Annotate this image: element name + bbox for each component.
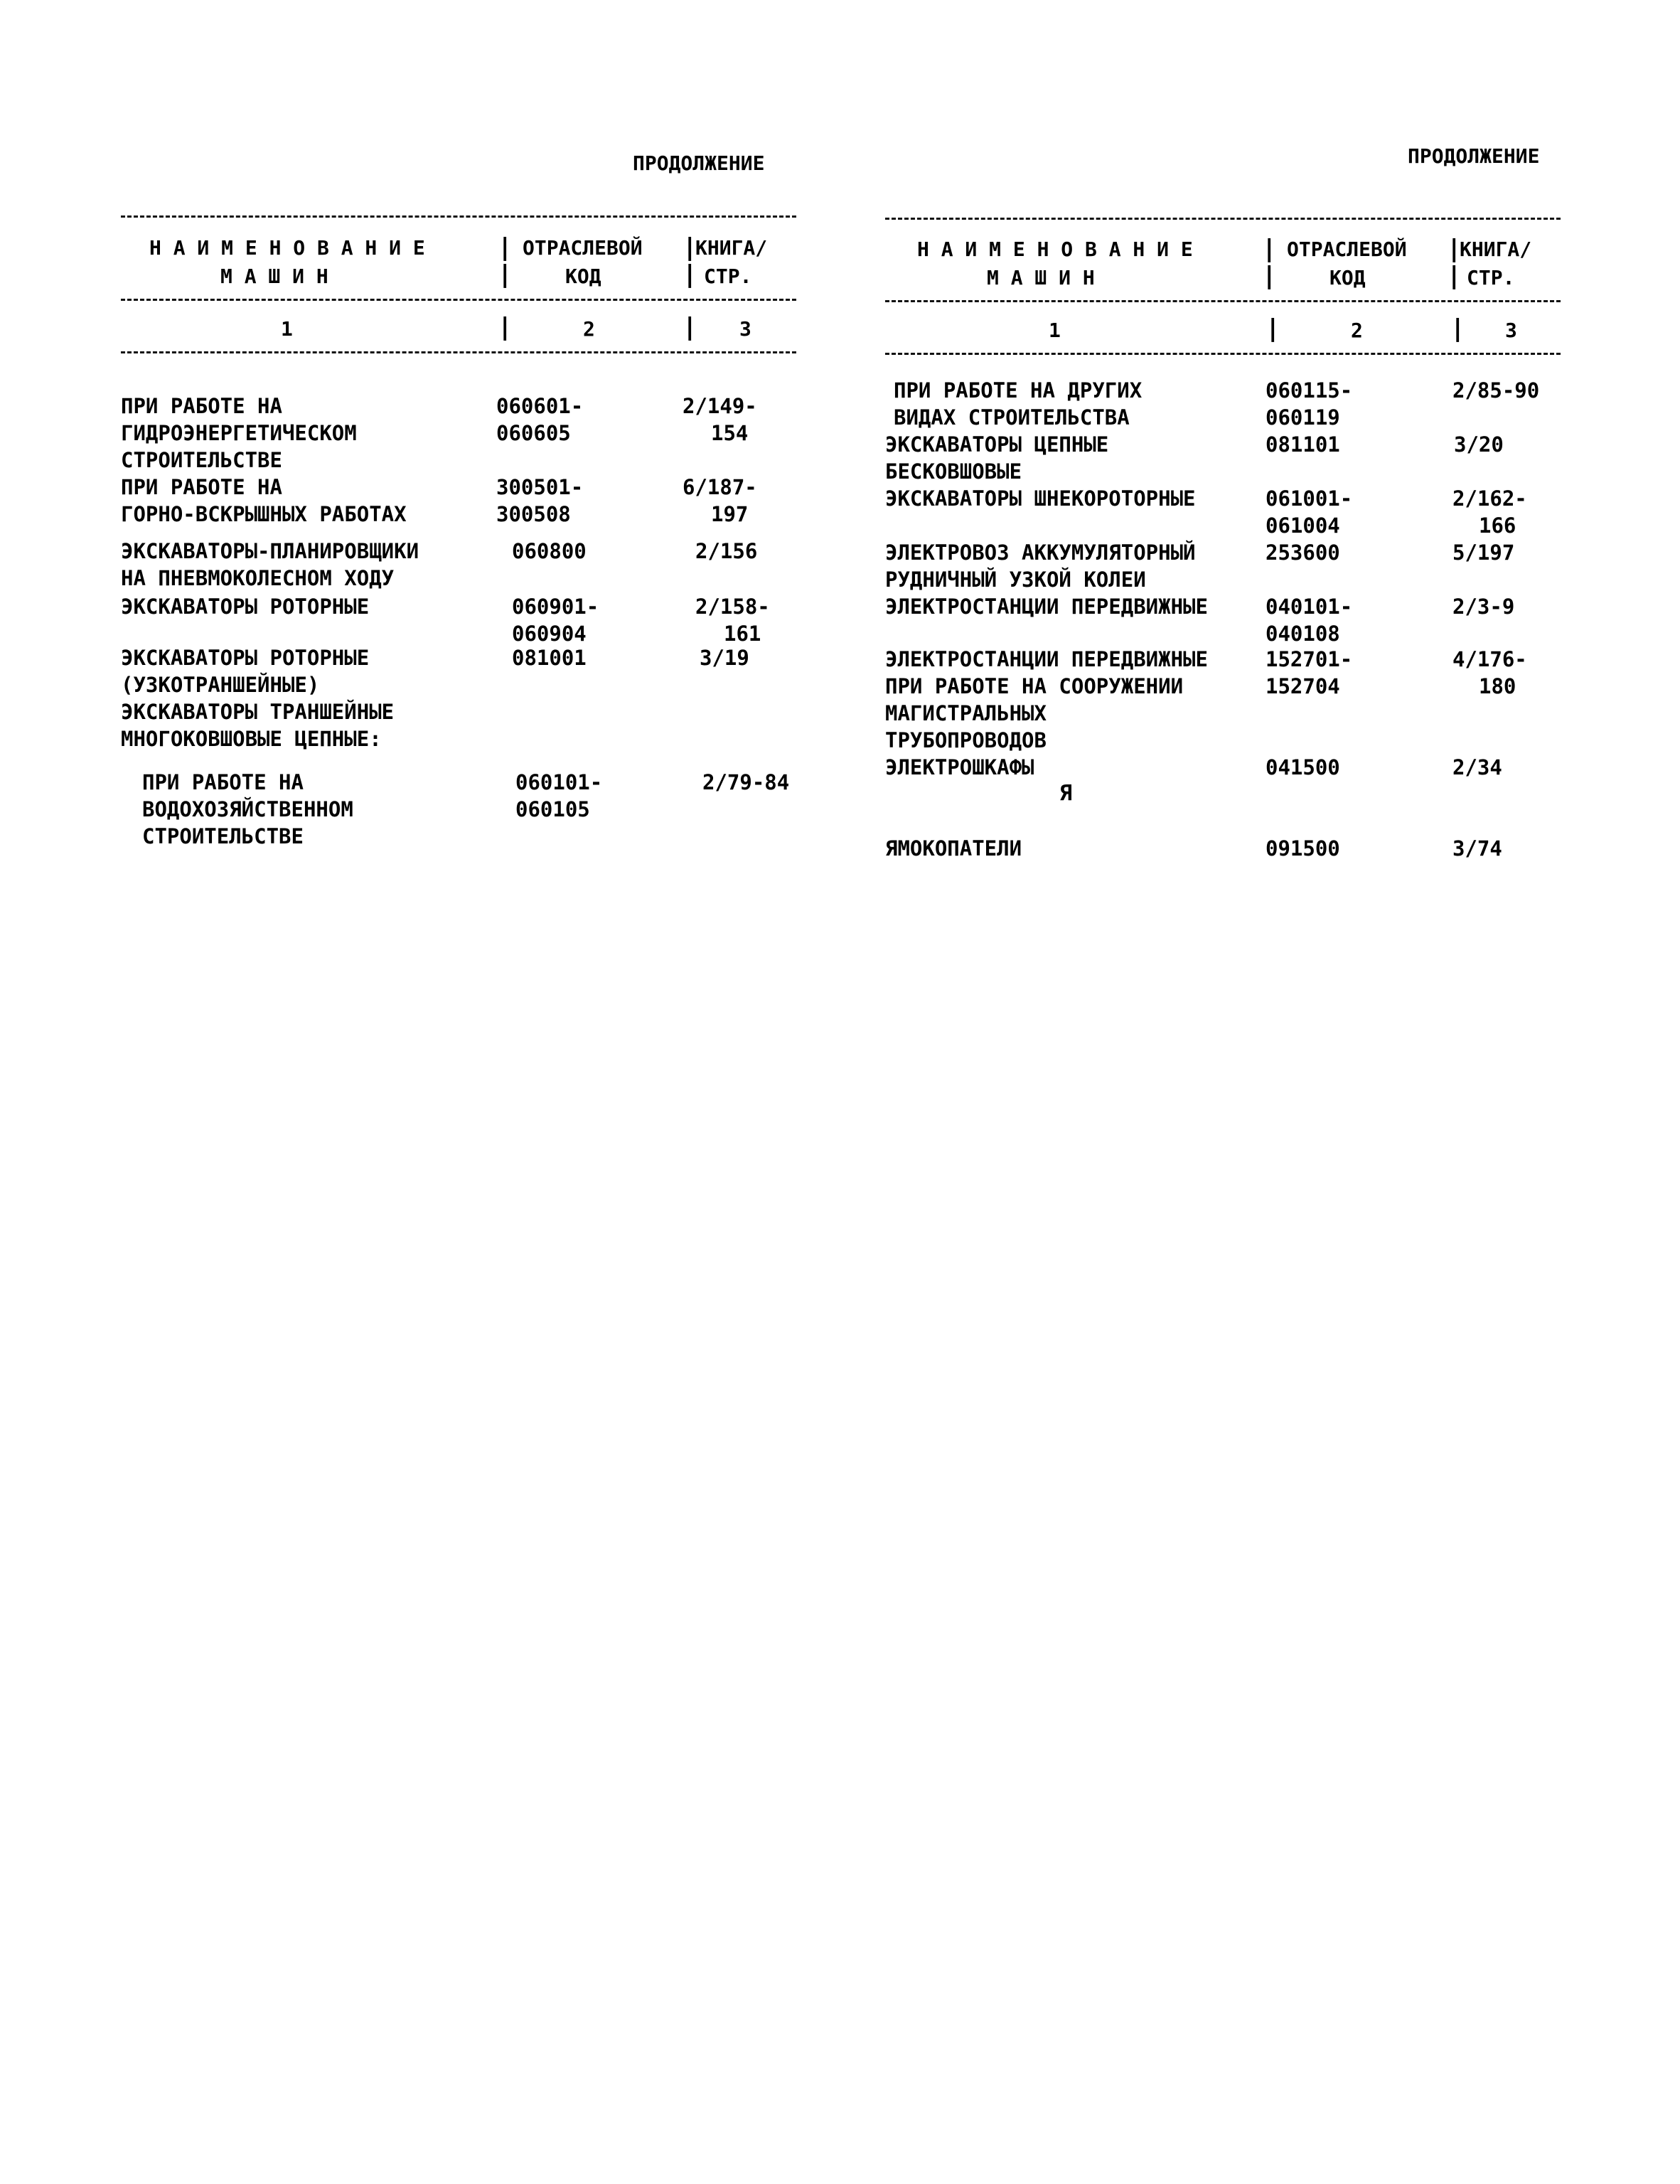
machine-name: БЕСКОВШОВЫЕ: [885, 459, 1022, 484]
column-number-1: 1: [281, 317, 293, 341]
header-book-line1: КНИГА/: [695, 236, 768, 260]
industry-code: 060605: [496, 421, 571, 445]
column-separator: |: [1262, 262, 1277, 290]
industry-code: 060119: [1266, 405, 1340, 430]
machine-name: ВОДОХОЗЯЙСТВЕННОМ: [142, 797, 353, 821]
machine-name: ГИДРОЭНЕРГЕТИЧЕСКОМ: [121, 421, 357, 445]
header-code-line1: ОТРАСЛЕВОЙ: [523, 236, 643, 260]
column-number-2: 2: [583, 317, 595, 341]
column-separator: |: [1450, 314, 1465, 343]
industry-code: 061004: [1266, 513, 1340, 538]
machine-name: ЭЛЕКТРОСТАНЦИИ ПЕРЕДВИЖНЫЕ: [885, 595, 1208, 619]
industry-code: 060601-: [496, 394, 584, 418]
industry-code: 152701-: [1266, 647, 1353, 671]
column-number-1: 1: [1049, 319, 1061, 342]
column-separator: |: [683, 233, 697, 262]
industry-code: 061001-: [1266, 486, 1353, 511]
header-book-line2: СТР.: [704, 265, 752, 288]
machine-name: ЭКСКАВАТОРЫ ШНЕКОРОТОРНЫЕ: [885, 486, 1196, 511]
machine-name: ТРУБОПРОВОДОВ: [885, 728, 1047, 752]
section-letter: Я: [1059, 781, 1073, 806]
book-page: 197: [711, 502, 749, 526]
continued-label: ПРОДОЛЖЕНИЕ: [1408, 144, 1540, 168]
header-book-line2: СТР.: [1467, 266, 1515, 289]
machine-name: ПРИ РАБОТЕ НА: [121, 475, 282, 499]
machine-name: ПРИ РАБОТЕ НА: [142, 770, 304, 794]
machine-name: ЯМОКОПАТЕЛИ: [885, 836, 1022, 861]
column-separator: |: [1447, 262, 1462, 290]
book-page: 6/187-: [683, 475, 757, 499]
book-page: 2/149-: [683, 394, 757, 418]
industry-code: 152704: [1266, 674, 1340, 698]
industry-code: 253600: [1266, 540, 1340, 565]
header-name-line1: Н А И М Е Н О В А Н И Е: [917, 238, 1193, 261]
machine-name: ЭЛЕКТРОШКАФЫ: [885, 755, 1034, 779]
divider: [885, 300, 1561, 302]
header-name-line2: М А Ш И Н: [220, 265, 328, 288]
machine-name: ЭКСКАВАТОРЫ РОТОРНЫЕ: [121, 646, 370, 670]
machine-name: ПРИ РАБОТЕ НА ДРУГИХ: [894, 378, 1143, 403]
machine-name: ПРИ РАБОТЕ НА СООРУЖЕНИИ: [885, 674, 1184, 698]
divider: [121, 351, 796, 353]
machine-name: СТРОИТЕЛЬСТВЕ: [121, 448, 282, 472]
machine-name: ЭЛЕКТРОВОЗ АККУМУЛЯТОРНЫЙ: [885, 540, 1196, 565]
machine-name: ЭЛЕКТРОСТАНЦИИ ПЕРЕДВИЖНЫЕ: [885, 647, 1208, 671]
book-page: 2/158-: [695, 595, 770, 619]
industry-code: 060101-: [515, 770, 603, 794]
column-separator: |: [1447, 235, 1462, 263]
column-separator: |: [683, 260, 697, 289]
book-page: 2/85-90: [1452, 378, 1540, 403]
column-separator: |: [498, 313, 513, 341]
machine-name: ПРИ РАБОТЕ НА: [121, 394, 282, 418]
header-code-line2: КОД: [565, 265, 601, 288]
industry-code: 040108: [1266, 622, 1340, 646]
industry-code: 300508: [496, 502, 571, 526]
machine-name: ЭКСКАВАТОРЫ ЦЕПНЫЕ: [885, 432, 1109, 457]
book-page: 166: [1479, 513, 1516, 538]
industry-code: 040101-: [1266, 595, 1353, 619]
industry-code: 060800: [512, 539, 587, 563]
header-name-line2: М А Ш И Н: [987, 266, 1095, 289]
book-page: 3/74: [1452, 836, 1502, 861]
industry-code: 041500: [1266, 755, 1340, 779]
book-page: 2/34: [1452, 755, 1502, 779]
book-page: 3/19: [700, 646, 749, 670]
machine-name: ВИДАХ СТРОИТЕЛЬСТВА: [894, 405, 1130, 430]
column-number-2: 2: [1351, 319, 1363, 342]
book-page: 2/3-9: [1452, 595, 1515, 619]
column-separator: |: [498, 260, 513, 289]
header-name-line1: Н А И М Е Н О В А Н И Е: [149, 236, 425, 260]
book-page: 180: [1479, 674, 1516, 698]
industry-code: 060105: [515, 797, 590, 821]
machine-name: (УЗКОТРАНШЕЙНЫЕ): [121, 673, 320, 697]
column-number-3: 3: [1505, 319, 1517, 342]
book-page: 2/162-: [1452, 486, 1527, 511]
book-page: 161: [724, 622, 761, 646]
machine-name: СТРОИТЕЛЬСТВЕ: [142, 824, 304, 848]
industry-code: 060901-: [512, 595, 599, 619]
industry-code: 081001: [512, 646, 587, 670]
machine-name: ЭКСКАВАТОРЫ РОТОРНЫЕ: [121, 595, 370, 619]
industry-code: 300501-: [496, 475, 584, 499]
machine-name: МНОГОКОВШОВЫЕ ЦЕПНЫЕ:: [121, 727, 382, 751]
column-separator: |: [498, 233, 513, 262]
divider: [121, 215, 796, 218]
machine-name: РУДНИЧНЫЙ УЗКОЙ КОЛЕИ: [885, 568, 1146, 592]
industry-code: 081101: [1266, 432, 1340, 457]
book-page: 4/176-: [1452, 647, 1527, 671]
column-number-3: 3: [739, 317, 751, 341]
column-separator: |: [1266, 314, 1280, 343]
header-code-line1: ОТРАСЛЕВОЙ: [1287, 238, 1407, 261]
machine-name: НА ПНЕВМОКОЛЕСНОМ ХОДУ: [121, 566, 395, 590]
industry-code: 091500: [1266, 836, 1340, 861]
industry-code: 060115-: [1266, 378, 1353, 403]
continued-label: ПРОДОЛЖЕНИЕ: [633, 151, 765, 175]
machine-name: ГОРНО-ВСКРЫШНЫХ РАБОТАХ: [121, 502, 407, 526]
machine-name: МАГИСТРАЛЬНЫХ: [885, 701, 1047, 725]
divider: [885, 353, 1561, 355]
column-separator: |: [683, 313, 697, 341]
industry-code: 060904: [512, 622, 587, 646]
machine-name: ЭКСКАВАТОРЫ-ПЛАНИРОВЩИКИ: [121, 539, 419, 563]
book-page: 5/197: [1452, 540, 1515, 565]
book-page: 3/20: [1454, 432, 1504, 457]
machine-name: ЭКСКАВАТОРЫ ТРАНШЕЙНЫЕ: [121, 700, 395, 724]
header-book-line1: КНИГА/: [1460, 238, 1532, 261]
book-page: 2/156: [695, 539, 758, 563]
header-code-line2: КОД: [1329, 266, 1366, 289]
divider: [121, 299, 796, 301]
book-page: 154: [711, 421, 749, 445]
book-page: 2/79-84: [702, 770, 790, 794]
column-separator: |: [1262, 235, 1277, 263]
divider: [885, 218, 1561, 220]
